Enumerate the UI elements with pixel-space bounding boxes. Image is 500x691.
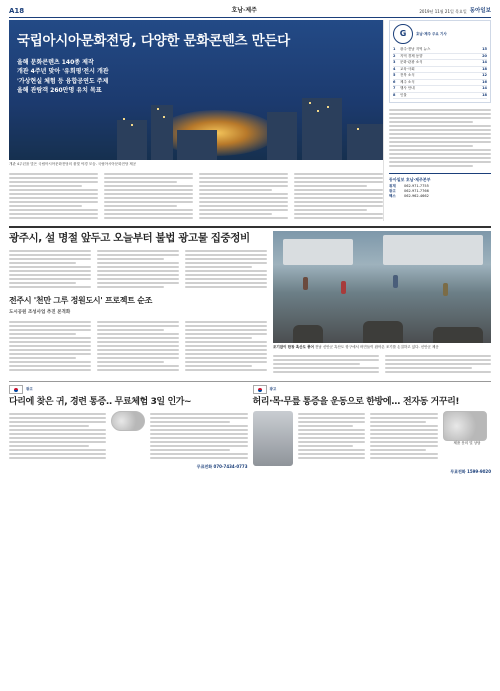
korea-flag-icon: [9, 385, 23, 394]
ad-headline: 다리에 찾은 귀, 경련 통증.. 무료체험 3일 인가~: [9, 396, 192, 407]
contact-row: 취재 062-971-7755: [389, 184, 429, 189]
ad-body: [298, 411, 366, 466]
sidebar-text: [389, 107, 491, 169]
section-title: 호남·제주: [231, 7, 257, 15]
ad-body: [150, 411, 247, 461]
ad-label: 광고: [269, 386, 277, 391]
story3-dek: 도시공원 조성사업 추진 본격화: [9, 309, 71, 315]
list-item[interactable]: 3 문화·관광 소식 14: [393, 60, 487, 67]
ad-phone[interactable]: 무료전화 070-7434-0773: [196, 463, 248, 469]
contact-row: 팩스 062-962-4662: [389, 193, 429, 198]
story2-headline: 광주시, 설 명절 앞두고 오늘부터 불법 광고물 집중정비: [9, 232, 250, 244]
issue-date: 2019년 11월 21일 목요일: [419, 8, 467, 14]
main-body-text: [9, 171, 383, 221]
list-item[interactable]: 4 교육·사회 18: [393, 67, 487, 74]
list-item[interactable]: 6 제주 소식 16: [393, 80, 487, 87]
ad-label: 광고: [26, 386, 33, 391]
ad-headline: 허리·목·무릎 통증을 운동으로 한방에... 전자동 거꾸리!: [252, 396, 460, 407]
list-item[interactable]: 5 전북 소식 12: [393, 73, 487, 80]
harbor-story-body: [273, 353, 491, 375]
vertical-ad-text: 제품 문의 및 상담: [453, 440, 481, 445]
harbor-photo: [273, 231, 491, 343]
page-number: A18: [9, 6, 25, 15]
subhead: '가상현실 체험 등 융합공연도 주제: [17, 77, 109, 85]
caption-title: 조기잡이 한창 흑산도 풍어: [273, 345, 314, 349]
inversion-table-image: [253, 411, 293, 466]
paper-name: 동아일보: [469, 7, 491, 14]
korea-flag-icon: [253, 385, 267, 394]
main-photo-banner: [9, 20, 383, 160]
subhead: 올해 문화콘텐츠 140종 제작: [17, 59, 94, 66]
product-image: [443, 411, 487, 441]
massager-product-image: [111, 411, 145, 431]
list-item[interactable]: 8 인물 18: [393, 93, 487, 100]
story2-body: [9, 248, 267, 290]
ad-left[interactable]: [9, 385, 248, 475]
sidebar-box: [383, 20, 491, 221]
story3-body: [9, 319, 267, 373]
sidebar-list: [393, 47, 487, 99]
contact-row: 광고 062-971-7766: [389, 189, 429, 194]
ad-body: [370, 411, 438, 466]
story3-headline: 전주시 '천만 그루 정원도시' 프로젝트 순조: [9, 296, 152, 306]
subhead: 개관 4주년 맞아 '유희평'전시 개관: [17, 68, 109, 76]
main-headline: 국립아시아문화전당, 다양한 문화콘텐츠 만든다: [17, 33, 290, 49]
harbor-photo-caption: [273, 345, 491, 350]
sidebar-kicker: 호남·제주 주요 기사: [416, 31, 447, 36]
night-city-photo: [117, 78, 383, 160]
list-item[interactable]: 1 광주·전남 지역 뉴스 15: [393, 47, 487, 54]
gwangju-logo-icon: G: [393, 24, 413, 44]
caption-text: 전남 신안군 흑산도 항구에서 어민들이 잡아온 조기를 손질하고 있다. 신안군 제공: [314, 345, 439, 349]
advertisement-area: [9, 381, 491, 475]
ad-body: [9, 411, 106, 461]
ad-right[interactable]: [253, 385, 492, 475]
main-story: [9, 20, 491, 221]
running-header: [9, 6, 491, 18]
second-row: [9, 226, 491, 375]
contact-title: 동아일보 호남·제주본부: [389, 177, 431, 182]
main-subheads: [17, 58, 109, 95]
vertical-ad: [443, 411, 491, 466]
list-item[interactable]: 2 지역 경제 동향 20: [393, 54, 487, 61]
subhead: 올해 관람객 260만명 유치 목표: [17, 86, 102, 94]
list-item[interactable]: 7 행사 안내 14: [393, 86, 487, 93]
contact-box: [389, 173, 491, 199]
ad-phone[interactable]: 무료전화 1599-9020: [450, 468, 491, 474]
main-photo-caption: 개관 4주년을 맞은 국립아시아문화전당의 불빛 야경 모습. 국립아시아문화전당 제공: [9, 162, 137, 166]
